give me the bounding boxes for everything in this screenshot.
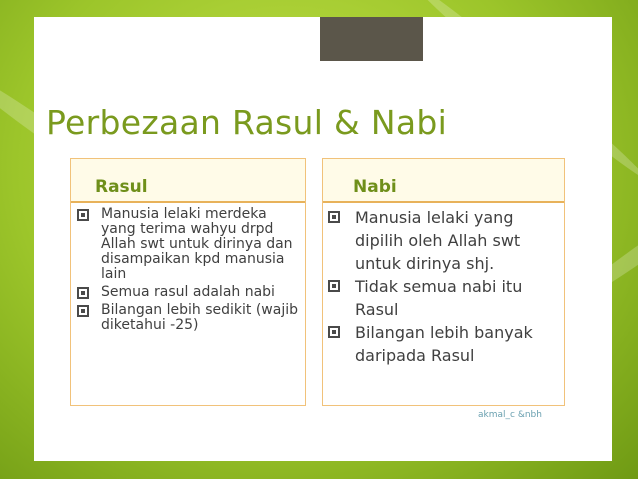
- list-item-text: Bilangan lebih banyak daripada Rasul: [355, 323, 533, 365]
- top-accent-box: [320, 17, 423, 61]
- list-item: [101, 207, 299, 282]
- square-bullet-icon: [77, 305, 89, 317]
- nabi-header-label: Nabi: [353, 177, 397, 197]
- nabi-header: [323, 159, 564, 203]
- nabi-list: [323, 203, 564, 367]
- rasul-header-label: Rasul: [95, 177, 148, 197]
- footer-credit: akmal_c &nbh: [478, 410, 542, 420]
- list-item: [355, 275, 556, 321]
- list-item: [101, 285, 299, 300]
- list-item: [101, 303, 299, 333]
- list-item-text: Manusia lelaki yang dipilih oleh Allah swt untuk dirinya shj.: [355, 208, 521, 273]
- list-item-text: Tidak semua nabi itu Rasul: [355, 277, 523, 319]
- slide-title: Perbezaan Rasul & Nabi: [46, 103, 448, 142]
- list-item-text: Manusia lelaki merdeka yang terima wahyu drpd Allah swt untuk dirinya dan disampaikan kpd manusia lain: [101, 206, 293, 282]
- list-item-text: Bilangan lebih sedikit (wajib diketahui -25): [101, 302, 299, 333]
- square-bullet-icon: [77, 209, 89, 221]
- nabi-column: [322, 158, 565, 406]
- square-bullet-icon: [77, 287, 89, 299]
- square-bullet-icon: [328, 326, 340, 338]
- list-item-text: Semua rasul adalah nabi: [101, 284, 275, 300]
- square-bullet-icon: [328, 280, 340, 292]
- list-item: [355, 206, 556, 275]
- square-bullet-icon: [328, 211, 340, 223]
- list-item: [355, 321, 556, 367]
- rasul-list: [71, 203, 305, 333]
- rasul-header: [71, 159, 305, 203]
- rasul-column: [70, 158, 306, 406]
